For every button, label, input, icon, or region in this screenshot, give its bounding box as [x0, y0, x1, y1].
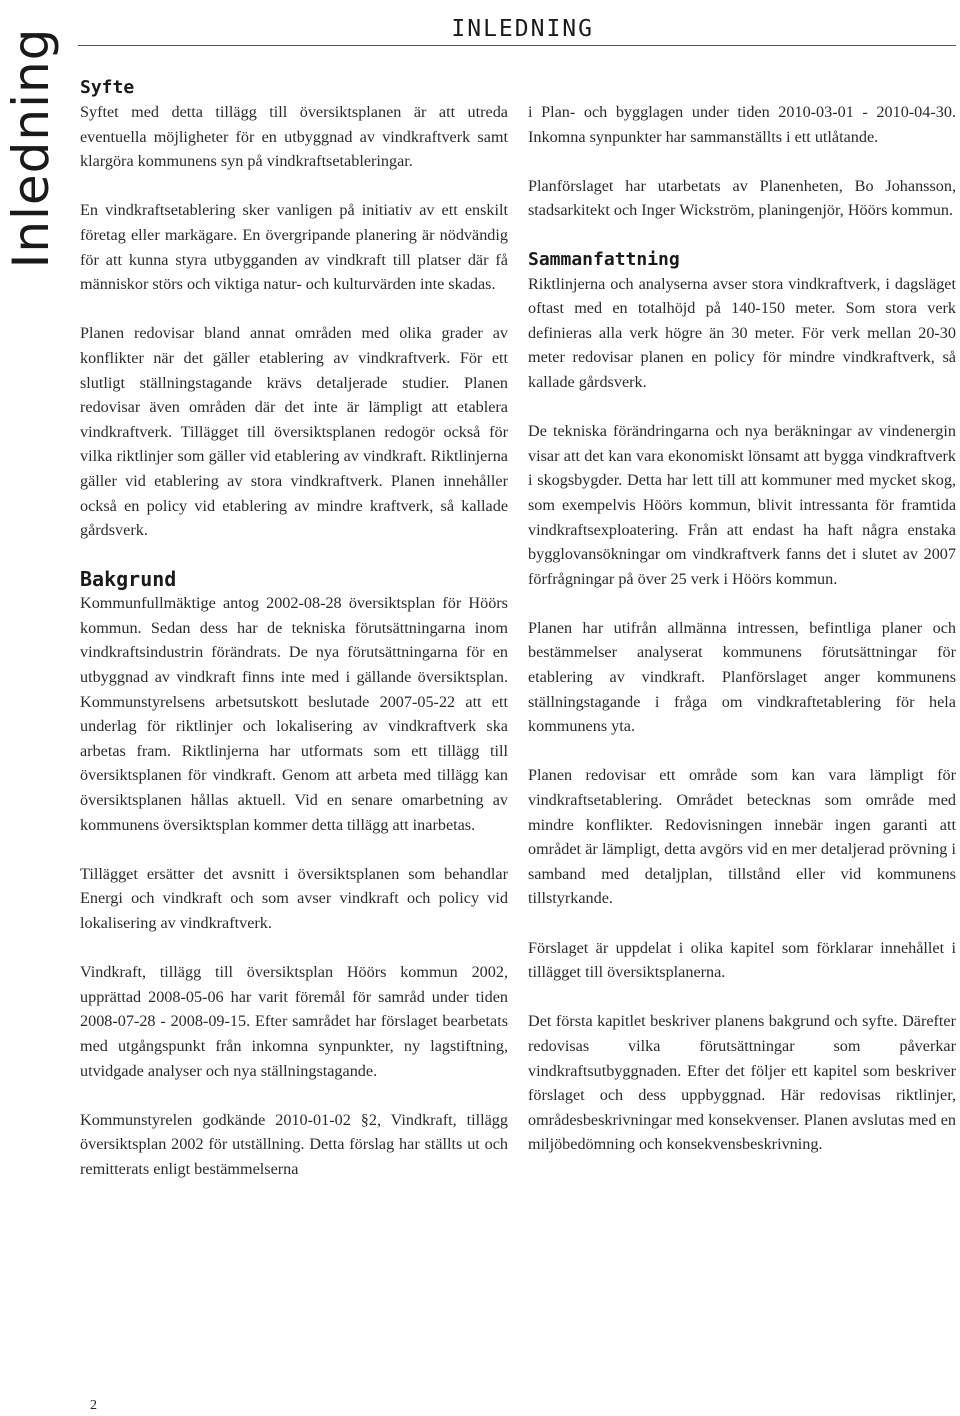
left-paragraph-6: Vindkraft, tillägg till översiktsplan Höörs kommun 2002, upprättad 2008-05-06 har varit föremål för samråd under tiden 2008-07-28 - 2008-09-15. Efter samrådet har förslaget bearbetats med utgångspunkt från inkomna synpunkter, ny lagstiftning, utvidgade analyser och nya ställningstagande.: [80, 963, 508, 1080]
page-header: [78, 6, 956, 46]
left-column: [80, 76, 508, 1206]
right-paragraph-1: i Plan- och bygglagen under tiden 2010-03-01 - 2010-04-30. Inkomna synpunkter har sammanställts i ett utlåtande.: [528, 103, 956, 146]
right-paragraph-6: Planen redovisar ett område som kan vara lämpligt för vindkraftsetablering. Området betecknas som område med mindre konflikter. Redovisningen innebär ingen garanti att området är lämpligt, detta avgörs vid en mer detaljerad prövning i samband med detaljplan, tillstånd eller vid kommunens tillstyrkande.: [528, 766, 956, 908]
right-paragraph-8: Det första kapitlet beskriver planens bakgrund och syfte. Därefter redovisas vilka förutsättningar som påverkar vindkraftsutbyggnaden. Efter det följer ett kapitel som beskriver förslaget och dess uppbyggnad. Här redovisas riktlinjer, områdesbeskrivningar med konsekvenser. Planen avslutas med en miljöbedömning och konsekvensbeskrivning.: [528, 1012, 956, 1154]
left-paragraph-4: Kommunfullmäktige antog 2002-08-28 översiktsplan för Höörs kommun. Sedan dess har de tekniska förutsättningarna inom vindkraftsindustrin förändrats. De nya förutsättningarna för en utbyggnad av vindkraft finns inte med i gällande översiktsplan. Kommunstyrelsens arbetsutskott beslutade 2007-05-22 att ett underlag för riktlinjer och lokalisering av vindkraftverk ska arbetas fram. Riktlinjerna har utformats som ett tillägg till översiktsplanen för vindkraft. Genom att arbeta med tillägg kan översiktsplanen hållas aktuell. Vid en senare omarbetning av kommunens översiktsplan kommer detta tillägg att inarbetas.: [80, 594, 508, 834]
right-paragraph-4: De tekniska förändringarna och nya beräkningar av vindenergin visar att det kan vara ekonomiskt lönsamt att bygga vindkraftverk i skogsbygder. Detta har lett till att kommuner med mycket skog, som exempelvis Höörs kommun, blivit intressanta för framtida vindkraftsexploatering. Från att endast ha haft några enstaka bygglovansökningar om vindkraftverk fanns det i slutet av 2007 förfrågningar på över 25 verk i Höörs kommun.: [528, 422, 956, 588]
side-chapter-label: [0, 0, 62, 300]
syfte-heading: Syfte: [80, 77, 135, 98]
sammanfattning-heading: Sammanfattning: [528, 248, 680, 270]
right-column: [528, 100, 956, 1182]
side-chapter-text: Inledning: [2, 27, 60, 269]
right-paragraph-5: Planen har utifrån allmänna intressen, befintliga planer och bestämmelser analyserat kommunens förutsättningar för etablering av vindkraft. Planförslaget anger kommunens ställningstagande i fråga om vindkraftetablering för hela kommunens yta.: [528, 618, 956, 736]
right-paragraph-7: Förslaget är uppdelat i olika kapitel som förklarar innehållet i tillägget till översiktsplanerna.: [528, 938, 956, 982]
page-number: 2: [90, 1398, 97, 1413]
right-paragraph-2: Planförslaget har utarbetats av Planenheten, Bo Johansson, stadsarkitekt och Inger Wickström, planingenjör, Höörs kommun.: [528, 176, 956, 220]
left-paragraph-5: Tillägget ersätter det avsnitt i översiktsplanen som behandlar Energi och vindkraft och som avser vindkraft och policy vid lokalisering av vindkraftverk.: [80, 864, 508, 932]
left-paragraph-3: Planen redovisar bland annat områden med olika grader av konflikter när det gäller etablering av vindkraftverk. För ett slutligt ställningstagande krävs detaljerade studier. Planen redovisar även områden där det inte är lämpligt att etablera vindkraftverk. Tillägget till översiktsplanen redogör också för vilka riktlinjer som gäller vid etablering av vindkraft. Riktlinjerna gäller vid etablering av stora vindkraftverk. Planen innehåller också en policy vid etablering av mindre kraftverk, så kallade gårdsverk.: [80, 324, 508, 540]
left-paragraph-7: Kommunstyrelen godkände 2010-01-02 §2, Vindkraft, tillägg översiktsplan 2002 för utställning. Detta förslag har ställts ut och remitterats enligt bestämmelserna: [80, 1110, 508, 1178]
right-paragraph-3: Riktlinjerna och analyserna avser stora vindkraftverk, i dagsläget oftast med en totalhöjd på 140-150 meter. Som stora verk definieras alla verk högre än 30 meter. För verk mellan 20-30 meter redovisar planen en policy för mindre vindkraftverk, så kallade gårdsverk.: [528, 274, 956, 391]
left-paragraph-1: Syftet med detta tillägg till översiktsplanen är att utreda eventuella möjligheter för en utbyggnad av vindkraftverk samt klargöra kommunens syn på vindkraftsetableringar.: [80, 103, 508, 171]
bakgrund-heading: Bakgrund: [80, 567, 177, 592]
header-title: INLEDNING: [451, 16, 594, 42]
left-paragraph-2: En vindkraftsetablering sker vanligen på initiativ av ett enskilt företag eller markägare. En övergripande planering är nödvändig för att kunna styra utbygganden av vindkraft till platser där få människor störs och viktiga natur- och kulturvärden inte skadas.: [80, 201, 508, 294]
